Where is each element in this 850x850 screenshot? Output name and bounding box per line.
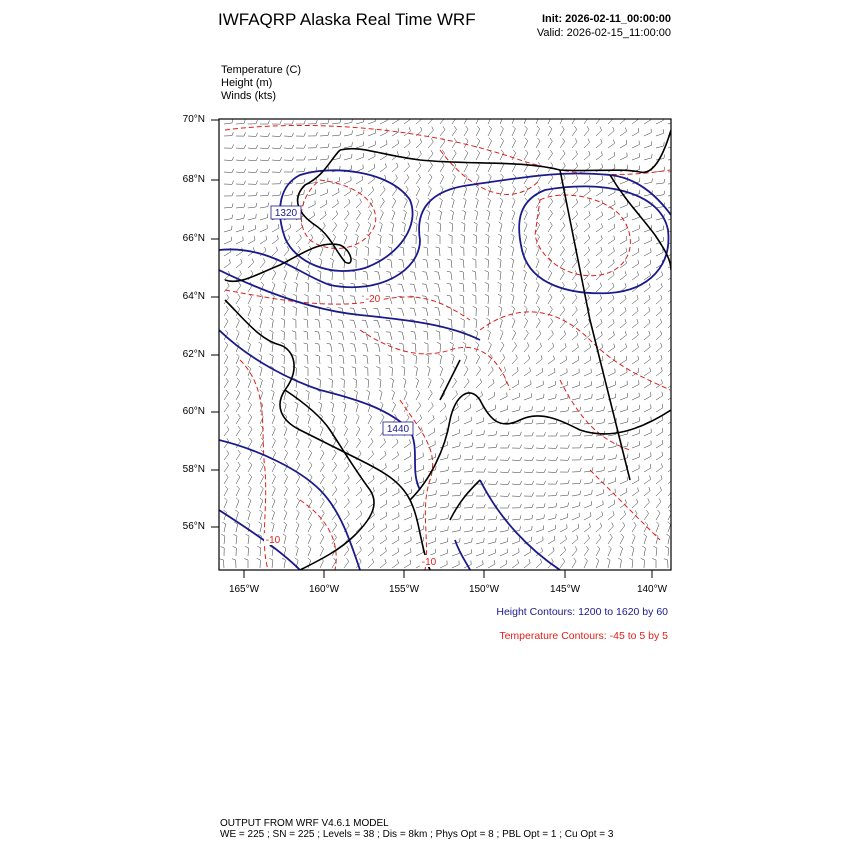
lat-label-68: 68°N (182, 174, 205, 185)
lon-label-140: 140°W (636, 584, 668, 595)
field-winds: Winds (kts) (221, 90, 276, 102)
temperature-label-minus10-south: -10 (421, 557, 437, 568)
lon-label-160: 160°W (308, 584, 340, 595)
lat-label-70: 70°N (182, 114, 205, 125)
temperature-contours-legend: Temperature Contours: -45 to 5 by 5 (499, 630, 668, 642)
field-temperature: Temperature (C) (221, 64, 302, 76)
lon-label-145: 145°W (549, 584, 581, 595)
temperature-label-minus20: -20 (365, 294, 381, 305)
field-height: Height (m) (221, 77, 273, 89)
footer-config: WE = 225 ; SN = 225 ; Levels = 38 ; Dis = 8km ; Phys Opt = 8 ; PBL Opt = 1 ; Cu Opt = 3 (220, 829, 614, 840)
lon-label-150: 150°W (468, 584, 500, 595)
footer-model: OUTPUT FROM WRF V4.6.1 MODEL (220, 818, 389, 829)
lat-label-56: 56°N (182, 521, 205, 532)
lat-label-62: 62°N (182, 349, 205, 360)
map-title: IWFAQRP Alaska Real Time WRF (218, 10, 476, 29)
lon-label-165: 165°W (228, 584, 260, 595)
lat-label-66: 66°N (182, 233, 205, 244)
lon-label-155: 155°W (388, 584, 420, 595)
height-label-1320: 1320 (274, 208, 298, 219)
height-contours-legend: Height Contours: 1200 to 1620 by 60 (496, 606, 668, 618)
height-label-1440: 1440 (386, 424, 410, 435)
lat-label-64: 64°N (182, 291, 205, 302)
init-time: Init: 2026-02-11_00:00:00 (541, 13, 671, 25)
lat-label-60: 60°N (182, 406, 205, 417)
lat-label-58: 58°N (182, 464, 205, 475)
valid-time: Valid: 2026-02-15_11:00:00 (536, 27, 671, 39)
temperature-label-minus10-west: -10 (265, 535, 281, 546)
